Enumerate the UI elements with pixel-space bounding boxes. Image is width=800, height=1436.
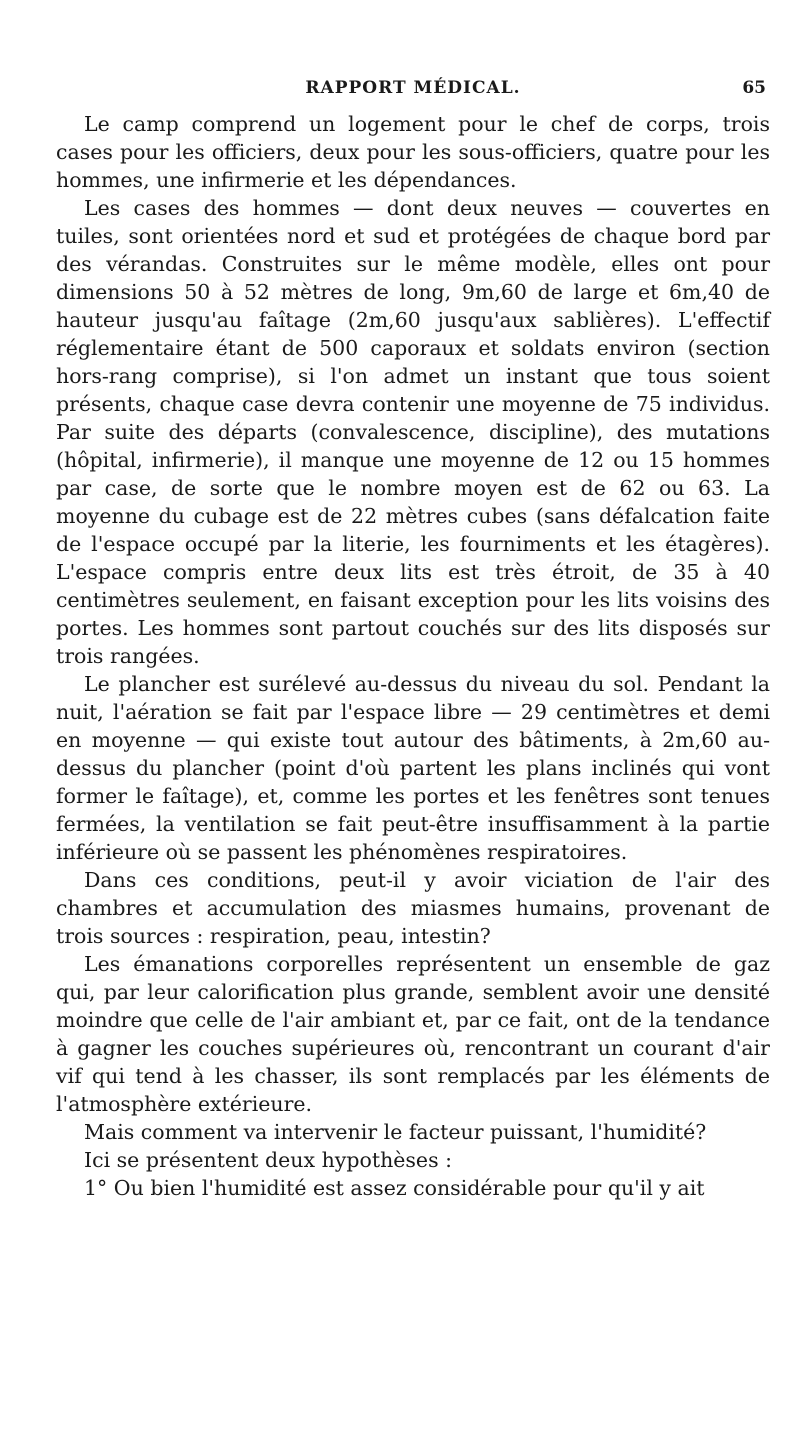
body-text	[56, 110, 770, 1202]
paragraph-plancher: Le plancher est surélevé au-dessus du niveau du sol. Pendant la nuit, l'aération se fait par l'espace libre — 29 centimètres et demi en moyenne — qui existe tout autour des bâtiments, à 2m,60 au-dessus du plancher (point d'où partent les plans inclinés qui vont former le faîtage), et, comme les portes et les fenêtres sont tenues fermées, la ventilation se fait peut-être insuffisamment à la partie inférieure où se passent les phénomènes respiratoires.	[56, 672, 770, 864]
paragraph-camp: Le camp comprend un logement pour le chef de corps, trois cases pour les officiers, deux pour les sous-officiers, quatre pour les hommes, une infirmerie et les dépendances.	[56, 112, 770, 192]
running-title: RAPPORT MÉDICAL.	[305, 78, 521, 98]
paragraph-hypothese-1: 1° Ou bien l'humidité est assez considérable pour qu'il y ait	[84, 1176, 705, 1200]
running-head	[56, 70, 770, 104]
page-number: 65	[742, 78, 766, 98]
paragraph-emanations: Les émanations corporelles représentent un ensemble de gaz qui, par leur calorification plus grande, semblent avoir une densité moindre que celle de l'air ambiant et, par ce fait, ont de la tendance à gagner les couches supérieures où, rencontrant un courant d'air vif qui tend à les chasser, ils sont remplacés par les éléments de l'atmosphère extérieure.	[56, 952, 770, 1116]
paragraph-hypotheses: Ici se présentent deux hypothèses :	[84, 1148, 453, 1172]
paragraph-cases: Les cases des hommes — dont deux neuves — couvertes en tuiles, sont orientées nord et sud et protégées de chaque bord par des vérandas. Construites sur le même modèle, elles ont pour dimensions 50 à 52 mètres de long, 9m,60 de large et 6m,40 de hauteur jusqu'au faîtage (2m,60 jusqu'aux sablières). L'effectif réglementaire étant de 500 caporaux et soldats environ (section hors-rang comprise), si l'on admet un instant que tous soient présents, chaque case devra contenir une moyenne de 75 individus. Par suite des départs (convalescence, discipline), des mutations (hôpital, infirmerie), il manque une moyenne de 12 ou 15 hommes par case, de sorte que le nombre moyen est de 62 ou 63. La moyenne du cubage est de 22 mètres cubes (sans défalcation faite de l'espace occupé par la literie, les fourniments et les étagères). L'espace compris entre deux lits est très étroit, de 35 à 40 centimètres seulement, en faisant exception pour les lits voisins des portes. Les hommes sont partout couchés sur des lits disposés sur trois rangées.	[56, 196, 770, 668]
paragraph-humidite: Mais comment va intervenir le facteur puissant, l'humidité?	[84, 1120, 707, 1144]
paragraph-conditions: Dans ces conditions, peut-il y avoir viciation de l'air des chambres et accumulation des miasmes humains, provenant de trois sources : respiration, peau, intestin?	[56, 868, 770, 948]
